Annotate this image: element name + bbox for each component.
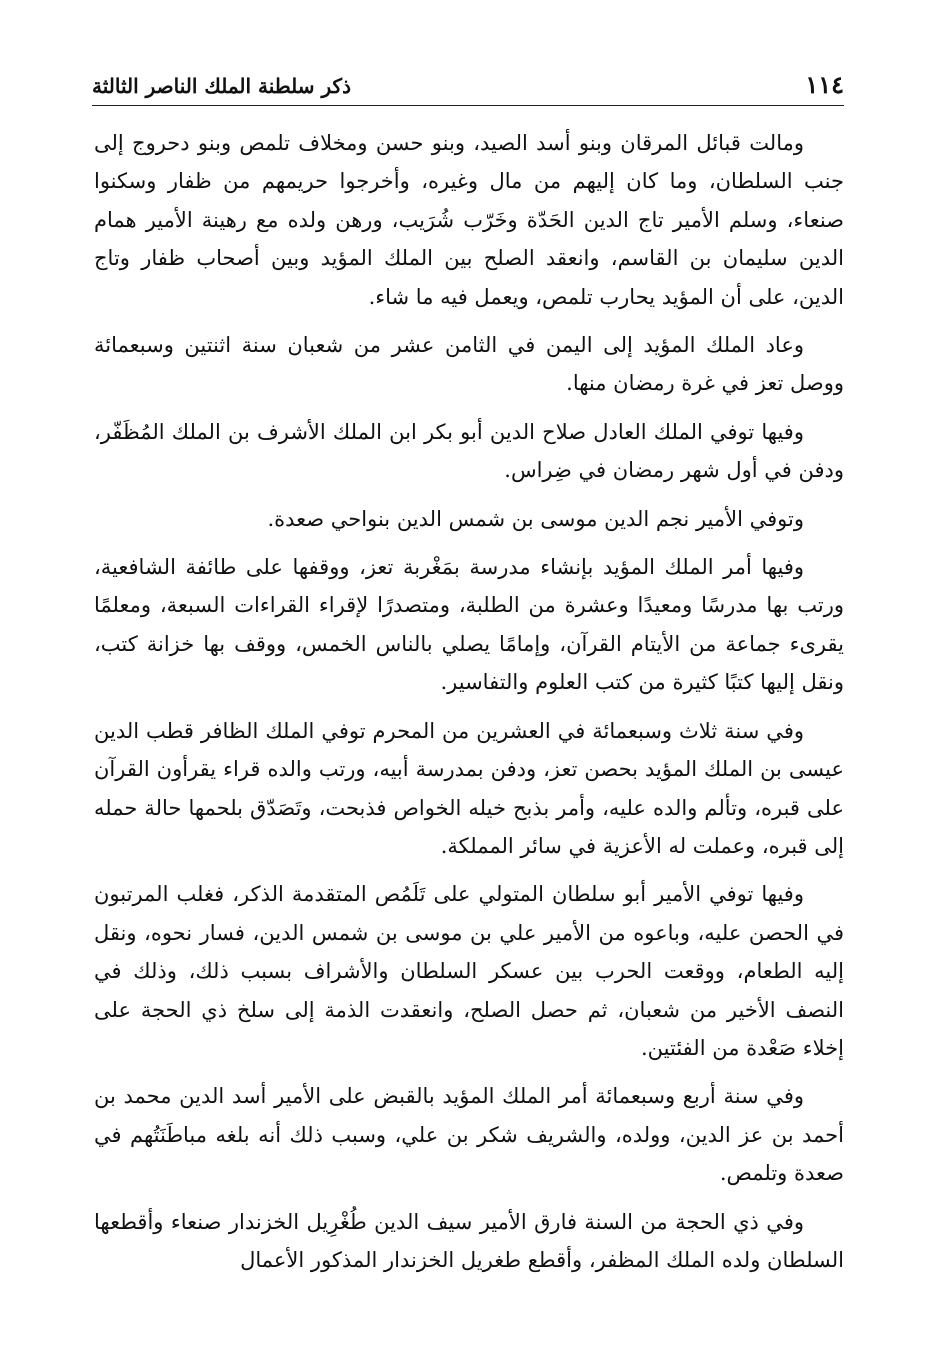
paragraph: ومالت قبائل المرقان وبنو أسد الصيد، وبنو حسن ومخلاف تلمص وبنو دحروج إلى جنب السلطان، وما كان إليهم من مال وغيره، وأخرجوا حريمهم من ظفار وسكنوا صنعاء، وسلم الأمير تاج الدين الحَدّة وخَرّب شُرَيب، ورهن ولده مع رهينة الأمير همام الدين سليمان بن القاسم، وانعقد الصلح بين الملك المؤيد وبين أصحاب ظفار وتاج الدين، على أن المؤيد يحارب تلمص، ويعمل فيه ما شاء.	[94, 131, 844, 309]
header-divider	[92, 105, 844, 106]
page-number: ١١٤	[805, 70, 844, 99]
paragraph: وفيها أمر الملك المؤيد بإنشاء مدرسة بمَغْربة تعز، ووقفها على طائفة الشافعية، ورتب بها مدرسًا ومعيدًا وعشرة من الطلبة، ومتصدرًا لإقراء القراءات السبعة، ومعلمًا يقرىء جماعة من الأيتام القرآن، وإمامًا يصلي بالناس الخمس، ووقف بها خزانة كتب، ونقل إليها كتبًا كثيرة من كتب العلوم والتفاسير.	[94, 555, 844, 695]
body-text	[94, 124, 844, 1279]
chapter-title: ذكر سلطنة الملك الناصر الثالثة	[92, 74, 351, 98]
paragraph: وتوفي الأمير نجم الدين موسى بن شمس الدين بنواحي صعدة.	[267, 506, 804, 531]
paragraph: وفي سنة ثلاث وسبعمائة في العشرين من المحرم توفي الملك الظافر قطب الدين عيسى بن الملك المؤيد بحصن تعز، ودفن بمدرسة أبيه، ورتب والده قراء يقرأون القرآن على قبره، وتألم والده عليه، وأمر بذبح خيله الخواص فذبحت، وتَصَدّق بلحمها حالة حمله إلى قبره، وعملت له الأعزية في سائر المملكة.	[94, 718, 844, 858]
paragraph: وفي ذي الحجة من السنة فارق الأمير سيف الدين طُغْرِيل الخزندار صنعاء وأقطعها السلطان ولده الملك المظفر، وأقطع طغريل الخزندار المذكور الأعمال	[94, 1209, 844, 1272]
paragraph: وعاد الملك المؤيد إلى اليمن في الثامن عشر من شعبان سنة اثنتين وسبعمائة ووصل تعز في غرة رمضان منها.	[94, 333, 844, 396]
paragraph: وفي سنة أربع وسبعمائة أمر الملك المؤيد بالقبض على الأمير أسد الدين محمد بن أحمد بن عز الدين، وولده، والشريف شكر بن علي، وسبب ذلك أنه بلغه مباطَنَتُهم في صعدة وتلمص.	[94, 1084, 844, 1186]
paragraph: وفيها توفي الملك العادل صلاح الدين أبو بكر ابن الملك الأشرف بن الملك المُظَفّر، ودفن في أول شهر رمضان في ضِراس.	[94, 419, 844, 483]
running-header	[92, 66, 844, 106]
paragraph: وفيها توفي الأمير أبو سلطان المتولي على تَلَمُص المتقدمة الذكر، فغلب المرتبون في الحصن عليه، وباعوه من الأمير علي بن موسى بن شمس الدين، فسار نحوه، ونقل إليه الطعام، ووقعت الحرب بين عسكر السلطان والأشراف بسبب ذلك، وذلك في النصف الأخير من شعبان، ثم حصل الصلح، وانعقدت الذمة إلى سلخ ذي الحجة على إخلاء صَعْدة من الفئتين.	[94, 882, 844, 1060]
